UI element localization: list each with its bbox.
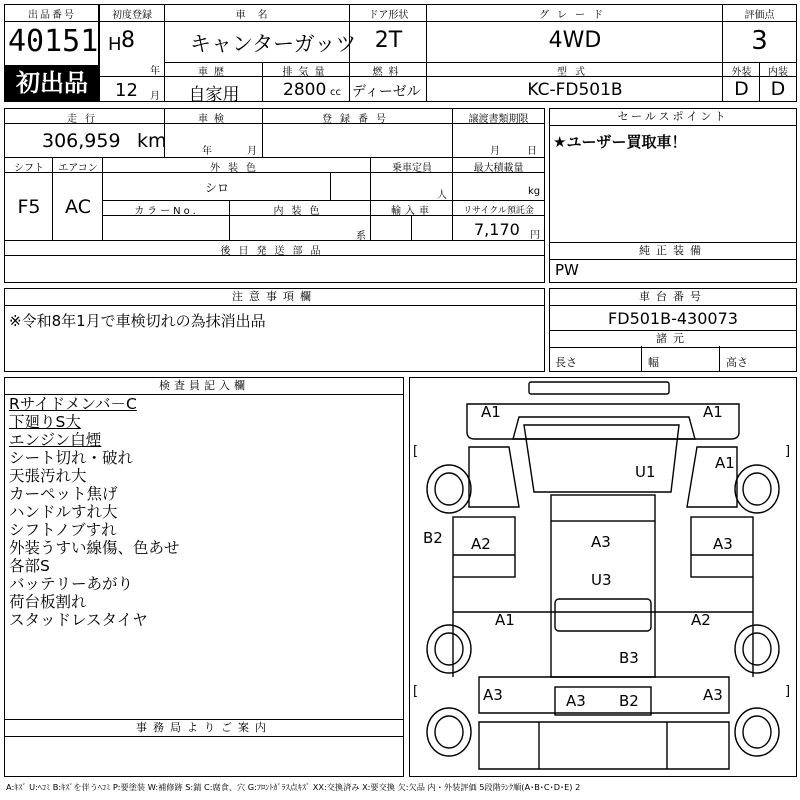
inspector-line: 下廻りS大 xyxy=(9,413,81,431)
inspector-line: ハンドルすれ大 xyxy=(9,503,118,521)
mark-rear-left: A3 xyxy=(483,686,503,704)
first-reg-label: 初度登録 xyxy=(112,10,152,21)
reg-number-label: 登録番号 xyxy=(322,114,394,125)
displacement-unit: cc xyxy=(330,87,341,98)
grade-label: グレード xyxy=(539,10,611,21)
history-label: 車歴 xyxy=(198,67,230,78)
length-label: 長さ xyxy=(555,356,577,369)
lot-number-label: 出品番号 xyxy=(28,10,76,21)
mark-center-floor: A3 xyxy=(591,533,611,551)
inspection-label: 車検 xyxy=(198,114,230,125)
load-unit: kg xyxy=(528,186,541,197)
exterior-grade: D xyxy=(734,78,749,100)
chassis-number: FD501B-430073 xyxy=(608,309,738,328)
displacement-label: 排気量 xyxy=(282,67,331,78)
mark-rear-right: A3 xyxy=(703,686,723,704)
bracket-close-1: ] xyxy=(785,444,791,459)
mark-front-right: A1 xyxy=(703,403,723,421)
mark-right-sill: A2 xyxy=(691,611,711,629)
inspector-line: シート切れ・破れ xyxy=(9,449,134,467)
score-value: 3 xyxy=(751,26,768,56)
ac-label: エアコン xyxy=(58,163,98,174)
car-diagram xyxy=(409,377,797,777)
fuel-label: 燃料 xyxy=(372,67,405,78)
interior-color-cell xyxy=(230,216,371,241)
fuel-value: ディーゼル xyxy=(352,84,421,100)
mileage-value: 306,959 xyxy=(42,130,121,152)
import-label: 輸入車 xyxy=(391,206,433,217)
history-value: 自家用 xyxy=(188,85,240,105)
door-value: 2T xyxy=(374,28,403,53)
interior-label: 内装 xyxy=(768,67,788,78)
legend-text: A:ｷｽﾞ U:ﾍｺﾐ B:ｷｽﾞを伴うﾍｺﾐ P:要塗装 W:補修跡 S:錆 C:腐食、穴 G:ﾌﾛﾝﾄｶﾞﾗｽ点ｷｽﾞ XX:交換済み X:要交換 欠:欠品 内・外装評価 5段階ﾗﾝｸ順(A･B･C･D･E) 2 xyxy=(6,782,581,792)
inspector-line: 外装うすい線傷、色あせ xyxy=(9,539,180,557)
inspector-line: スタッドレスタイヤ xyxy=(9,611,148,629)
capacity-label: 乗車定員 xyxy=(392,163,432,174)
width-label: 幅 xyxy=(648,356,659,369)
inspection-month-unit: 月 xyxy=(247,146,257,157)
inspector-line: バッテリーあがり xyxy=(9,575,134,593)
mark-right-fender: A1 xyxy=(715,454,735,472)
bracket-open-1: [ xyxy=(413,444,419,459)
mileage-unit: km xyxy=(137,130,167,152)
equipment-label: 純正装備 xyxy=(550,242,796,260)
height-label: 高さ xyxy=(726,356,748,369)
import-cell xyxy=(371,216,412,241)
transfer-day-unit: 日 xyxy=(527,146,537,157)
recycle-value: 7,170 xyxy=(474,220,520,239)
month-value: 12 xyxy=(115,80,138,101)
mark-bed-center: B3 xyxy=(619,649,639,667)
model-label: 型式 xyxy=(557,67,593,78)
sales-point-label: セールスポイント xyxy=(550,109,796,126)
import-cell-2 xyxy=(412,216,453,241)
shift-value: F5 xyxy=(17,196,41,218)
transfer-month-unit: 月 xyxy=(490,146,500,157)
recycle-label: リサイクル預託金 xyxy=(463,206,534,216)
reg-number-cell xyxy=(263,124,453,158)
interior-color-unit: 系 xyxy=(356,231,366,242)
car-name-label: 車名 xyxy=(235,10,280,21)
inspector-line: 荷台板割れ xyxy=(9,593,87,611)
door-label: ドア形状 xyxy=(368,10,409,21)
mark-center-lower: U3 xyxy=(591,571,612,589)
color-no-label: カラーNo. xyxy=(134,206,199,217)
dims-label: 諸元 xyxy=(550,330,796,348)
lot-number: 40151 xyxy=(8,24,99,59)
load-label: 最大積載量 xyxy=(473,163,524,174)
shift-label: シフト xyxy=(14,163,44,174)
mark-left-side: B2 xyxy=(423,529,443,547)
year-unit: 年 xyxy=(150,66,160,77)
transfer-label: 譲渡書類期限 xyxy=(468,114,529,125)
notes-label: 注意事項欄 xyxy=(5,289,544,306)
interior-color-label: 内装色 xyxy=(273,206,328,217)
office-label: 事務局よりご案内 xyxy=(5,719,403,737)
bracket-close-2: ] xyxy=(785,684,791,699)
mark-rear-center-left: A3 xyxy=(566,692,586,710)
sales-point-text: ★ユーザー買取車！ xyxy=(553,133,687,151)
first-listing-badge: 初出品 xyxy=(5,66,99,101)
month-unit: 月 xyxy=(150,91,160,102)
inspector-line: Rサイドメンバ－C xyxy=(9,395,137,413)
car-name: キャンターガッツ xyxy=(190,32,357,56)
inspector-line: エンジン白煙 xyxy=(9,431,102,449)
exterior-label: 外装 xyxy=(731,67,752,78)
color-no-cell xyxy=(103,216,230,241)
mark-roof: U1 xyxy=(635,463,656,481)
notes-text: ※令和8年1月で車検切れの為抹消出品 xyxy=(9,312,266,330)
inspector-label: 検査員記入欄 xyxy=(5,378,403,395)
mark-rear-center-right: B2 xyxy=(619,692,639,710)
inspector-line: カーペット焦げ xyxy=(9,485,118,503)
inspector-lines xyxy=(9,395,399,629)
mileage-label: 走行 xyxy=(67,114,103,125)
interior-grade: D xyxy=(770,78,786,100)
color-label: 外装色 xyxy=(210,163,264,174)
mark-left-sill: A1 xyxy=(495,611,515,629)
bracket-open-2: [ xyxy=(413,684,419,699)
inspector-line: シフトノブすれ xyxy=(9,521,117,539)
inspector-line: 天張汚れ大 xyxy=(9,467,87,485)
inspection-year-unit: 年 xyxy=(202,146,212,157)
equipment-value: PW xyxy=(555,261,579,279)
color-value: シロ xyxy=(204,181,229,195)
year-value: 8 xyxy=(121,28,135,53)
mark-left-door: A2 xyxy=(471,535,491,553)
mark-right-door: A3 xyxy=(713,535,733,553)
grade-value: 4WD xyxy=(548,28,602,53)
inspector-line: 各部S xyxy=(9,557,50,575)
capacity-unit: 人 xyxy=(437,190,447,201)
era: H xyxy=(108,34,122,55)
mark-front-left: A1 xyxy=(481,403,501,421)
score-label: 評価点 xyxy=(744,10,775,21)
later-parts-label: 後日発送部品 xyxy=(220,246,329,257)
ac-value: AC xyxy=(65,196,91,218)
color-extra-cell xyxy=(331,173,371,201)
model-value: KC-FD501B xyxy=(527,80,623,100)
chassis-label: 車台番号 xyxy=(550,289,796,306)
recycle-unit: 円 xyxy=(530,230,540,241)
displacement-value: 2800 xyxy=(283,80,327,100)
